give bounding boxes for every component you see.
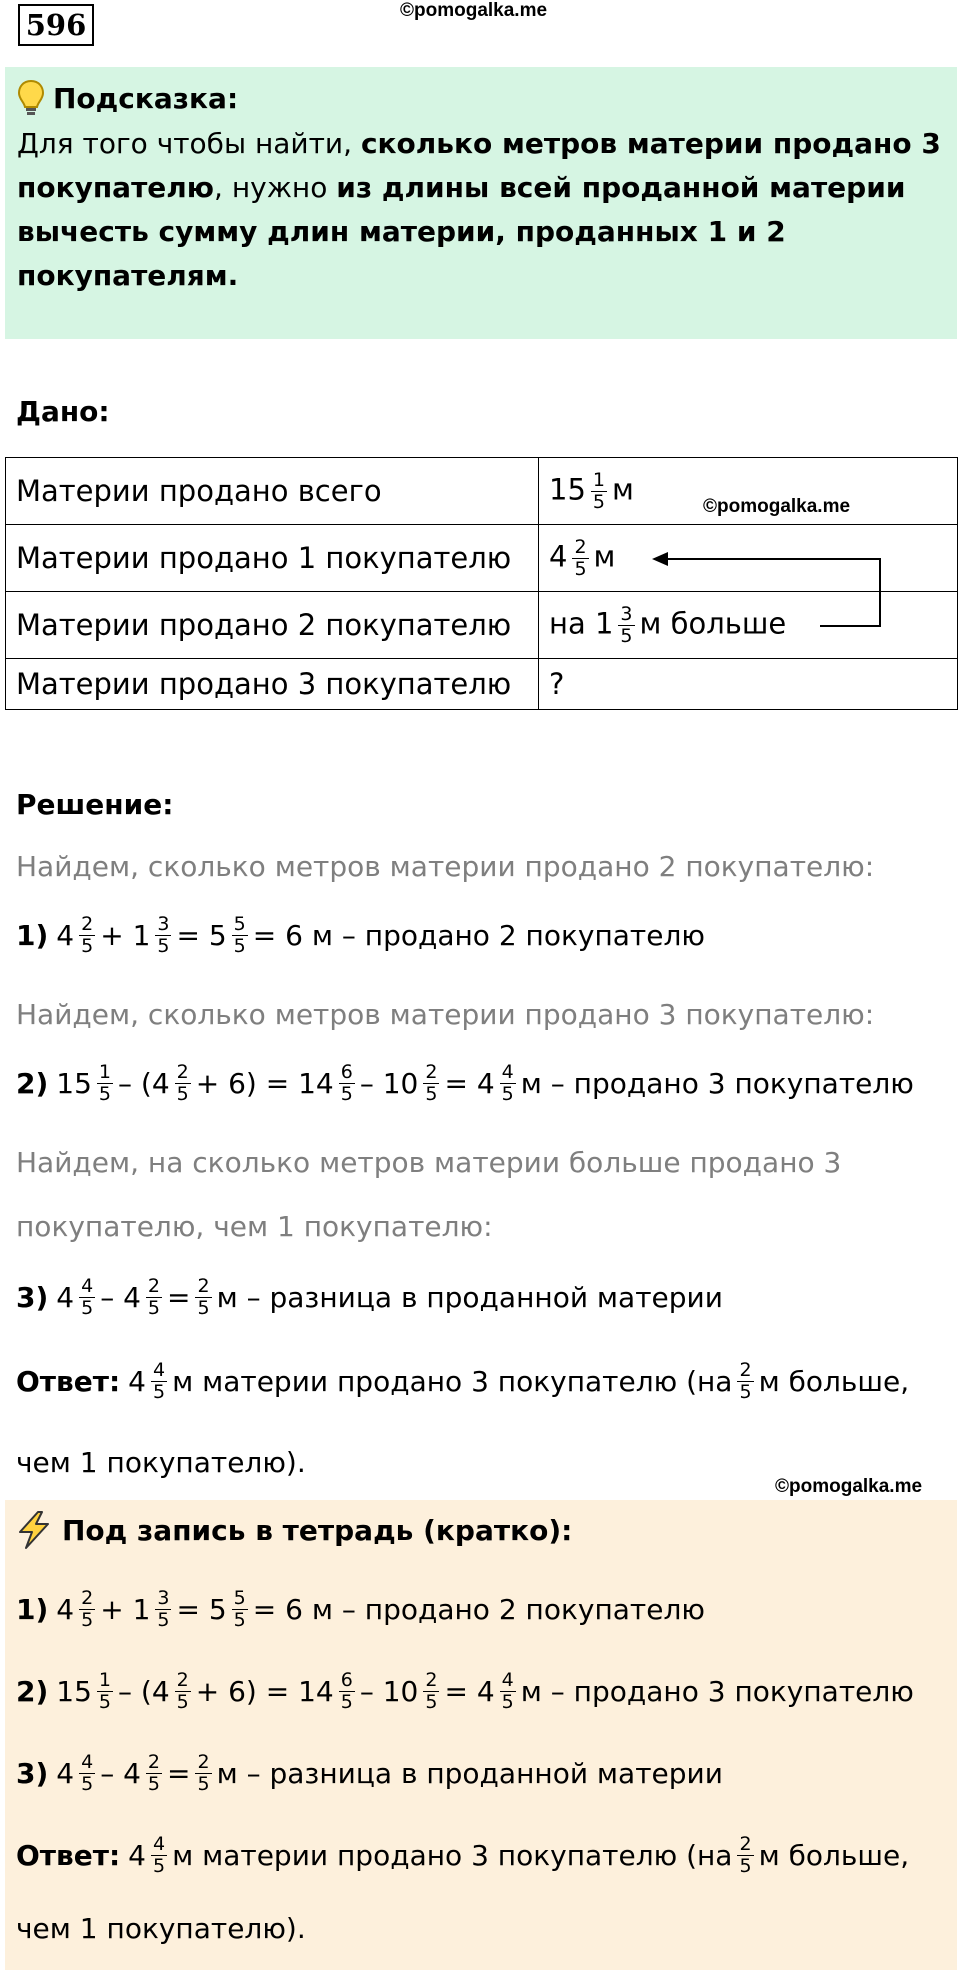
comment-line: покупателю, чем 1 покупателю:	[16, 1210, 493, 1243]
notebook-title: Под запись в тетрадь (кратко):	[16, 1510, 572, 1550]
solution-step-3: 3) 4 $\frac{4}{5}$ – 4 $\frac{2}{5}$ = $\frac{2}{5}$ м – разница в проданной материи	[16, 1275, 723, 1319]
watermark: ©pomogalka.me	[400, 0, 548, 21]
table-row: Материи продано всего 15 $\frac{1}{5}$ м	[6, 458, 958, 525]
notebook-answer: чем 1 покупателю).	[16, 1912, 306, 1945]
table-row: Материи продано 2 покупателю на 1 $\frac{3}{5}$ м больше	[6, 592, 958, 659]
notebook-box	[5, 1500, 957, 1970]
relation-arrow	[0, 0, 960, 700]
watermark: ©pomogalka.me	[775, 1476, 923, 1497]
hint-title: Подсказка:	[17, 79, 238, 117]
given-title: Дано:	[16, 395, 110, 428]
comment-line: Найдем, сколько метров материи продано 2 покупателю:	[16, 850, 875, 883]
notebook-answer: Ответ: 4 $\frac{4}{5}$ м материи продано 3 покупателю (на $\frac{2}{5}$ м больше,	[16, 1833, 910, 1877]
solution-title: Решение:	[16, 788, 174, 821]
answer-line: чем 1 покупателю).	[16, 1446, 306, 1479]
hint-text: Для того чтобы найти, сколько метров материи продано 3 покупателю, нужно из длины всей проданной материи вычесть сумму длин материи, проданных 1 и 2 покупателям.	[17, 127, 941, 292]
comment-line: Найдем, сколько метров материи продано 3 покупателю:	[16, 998, 875, 1031]
watermark: ©pomogalka.me	[703, 496, 851, 517]
comment-line: Найдем, на сколько метров материи больше продано 3	[16, 1146, 842, 1179]
task-number: 596	[18, 4, 94, 46]
notebook-step-3: 3) 4 $\frac{4}{5}$ – 4 $\frac{2}{5}$ = $\frac{2}{5}$ м – разница в проданной материи	[16, 1751, 723, 1795]
solution-step-1: 1) 4 $\frac{2}{5}$ + 1 $\frac{3}{5}$ = 5 $\frac{5}{5}$ = 6 м – продано 2 покупателю	[16, 913, 705, 957]
notebook-step-1: 1) 4 $\frac{2}{5}$ + 1 $\frac{3}{5}$ = 5 $\frac{5}{5}$ = 6 м – продано 2 покупателю	[16, 1587, 705, 1631]
lightning-icon	[16, 1510, 52, 1550]
solution-step-2: 2) 15 $\frac{1}{5}$ – (4 $\frac{2}{5}$ + 6) = 14 $\frac{6}{5}$ – 10 $\frac{2}{5}$ = 4 $\frac{4}{5}$ м – продано 3 покупателю	[16, 1061, 914, 1105]
table-row: Материи продано 3 покупателю ?	[6, 659, 958, 710]
notebook-step-2: 2) 15 $\frac{1}{5}$ – (4 $\frac{2}{5}$ + 6) = 14 $\frac{6}{5}$ – 10 $\frac{2}{5}$ = 4 $\frac{4}{5}$ м – продано 3 покупателю	[16, 1669, 914, 1713]
answer-line: Ответ: 4 $\frac{4}{5}$ м материи продано 3 покупателю (на $\frac{2}{5}$ м больше,	[16, 1359, 910, 1403]
table-row: Материи продано 1 покупателю 4 $\frac{2}{5}$ м	[6, 525, 958, 592]
